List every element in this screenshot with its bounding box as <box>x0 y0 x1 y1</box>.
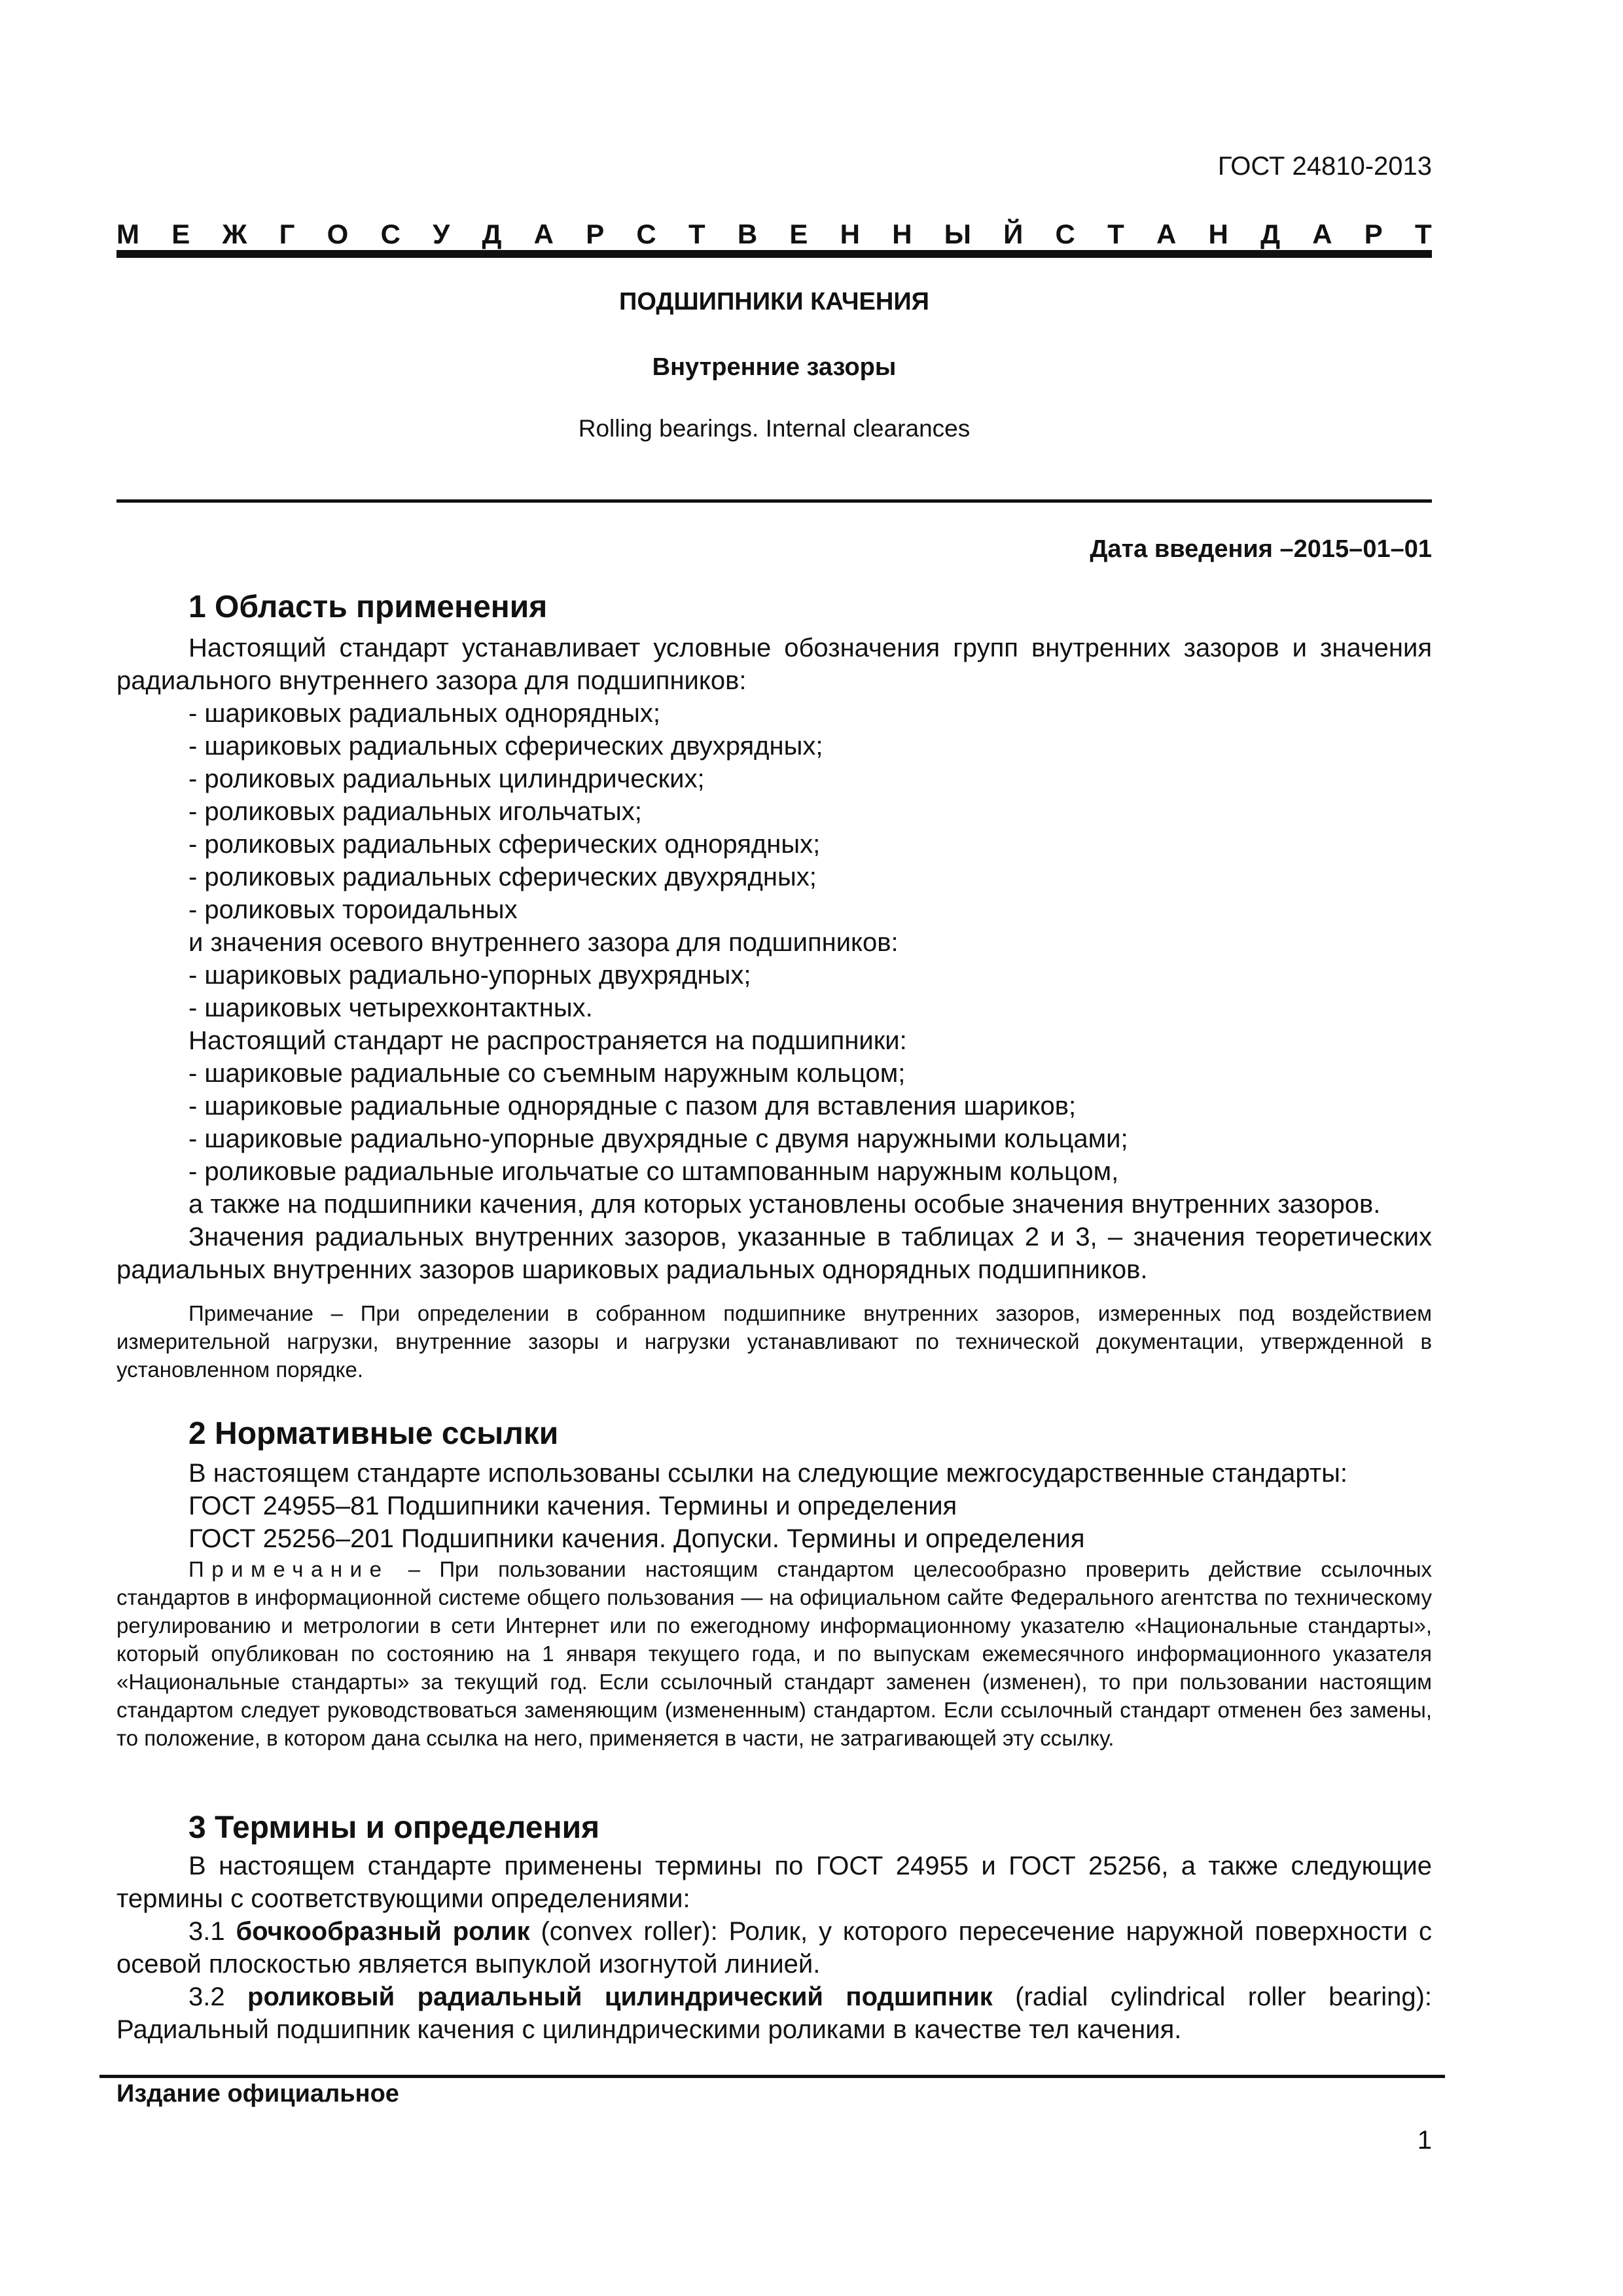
section-3-body <box>116 1850 1432 2046</box>
banner-letter: Р <box>1364 219 1383 249</box>
banner-letter: Н <box>892 219 912 249</box>
section-3-intro: В настоящем стандарте применены термины по ГОСТ 24955 и ГОСТ 25256, а также следующие термины с соответствующими определениями: <box>116 1852 1432 1913</box>
document-subtitle: Внутренние зазоры <box>652 353 897 381</box>
term-definition: (radial cylindrical roller bearing): Радиальный подшипник качения с цилиндрическими роликами в качестве тел качения. <box>116 1982 1433 2044</box>
note-paragraph <box>116 1555 1432 1752</box>
list-item: - шариковых радиально-упорных двухрядных; <box>188 961 751 990</box>
banner-letter: Е <box>789 219 808 249</box>
banner-letter: Н <box>840 219 860 249</box>
note-body: – При пользовании настоящим стандартом целесообразно проверить действие ссылочных стандартов в информационной системе общего пользования — на официальном сайте Федерального агентства по техническому регулированию и метрологии в сети Интернет или по ежегодному информационному указателю «Национальные стандарты», который опубликован по состоянию на 1 января текущего года, и по выпускам ежемесячного информационного указателя «Национальные стандарты» за текущий год. Если ссылочный стандарт заменен (изменен), то при пользовании настоящим стандартом следует руководствоваться заменяющим (измененным) стандартом. Если ссылочный стандарт отменен без замены, то положение, в котором дана ссылка на него, применяется в части, не затрагивающей эту ссылку. <box>116 1557 1432 1750</box>
document-title: ПОДШИПНИКИ КАЧЕНИЯ <box>619 288 929 315</box>
term-3-1 <box>116 1915 1432 1981</box>
reference-item: ГОСТ 25256–201 Подшипники качения. Допуски. Термины и определения <box>188 1524 1085 1553</box>
banner-letter: А <box>1312 219 1332 249</box>
list-item: - шариковые радиально-упорные двухрядные с двумя наружными кольцами; <box>188 1124 1128 1153</box>
section-1-intro: Настоящий стандарт устанавливает условные обозначения групп внутренних зазоров и значения радиального внутреннего зазора для подшипников: <box>116 634 1432 695</box>
banner-letter: С <box>380 219 401 249</box>
title-rule <box>116 499 1432 503</box>
banner-letter: М <box>116 219 139 249</box>
section-2-heading: 2 Нормативные ссылки <box>188 1416 559 1451</box>
section-2-body <box>116 1457 1432 1555</box>
banner-letter: Ж <box>222 219 247 249</box>
term-name: роликовый радиальный цилиндрический подшипник <box>247 1982 993 2011</box>
values-text: Значения радиальных внутренних зазоров, указанные в таблицах 2 и 3, – значения теоретических радиальных внутренних зазоров шариковых радиальных однорядных подшипников. <box>116 1223 1432 1284</box>
page-number: 1 <box>1417 2126 1432 2155</box>
banner-letter: О <box>327 219 349 249</box>
section-2-intro: В настоящем стандарте использованы ссылки на следующие межгосударственные стандарты: <box>188 1459 1347 1488</box>
banner-letter: Т <box>1107 219 1124 249</box>
term-name: бочкообразный ролик <box>236 1917 530 1946</box>
list-item: - роликовых радиальных сферических двухрядных; <box>188 863 817 891</box>
banner-letter: Т <box>688 219 705 249</box>
banner-letter: А <box>1156 219 1177 249</box>
banner-letter: У <box>433 219 450 249</box>
term-definition: (convex roller): Ролик, у которого пересечение наружной поверхности с осевой плоскостью является выпуклой изогнутой линией. <box>116 1917 1432 1979</box>
document-code: ГОСТ 24810-2013 <box>1217 152 1432 181</box>
banner-letter: С <box>636 219 656 249</box>
section-1-heading: 1 Область применения <box>188 590 548 624</box>
term-number: 3.1 <box>188 1917 225 1946</box>
list-item: - роликовые радиальные игольчатые со штампованным наружным кольцом, <box>188 1157 1119 1186</box>
section-2-note <box>116 1555 1432 1752</box>
list-item: - шариковые радиальные однорядные с пазом для вставления шариков; <box>188 1092 1077 1121</box>
banner-letter: Е <box>171 219 190 249</box>
note-paragraph: Примечание – При определении в собранном подшипнике внутренних зазоров, измеренных под воздействием измерительной нагрузки, внутренние зазоры и нагрузки устанавливают по технической документации, утвержденной в установленном порядке. <box>116 1301 1432 1382</box>
banner-letter: Ы <box>944 219 971 249</box>
header-rule <box>116 250 1432 258</box>
term-number: 3.2 <box>188 1982 225 2011</box>
list-item: - шариковых радиальных однорядных; <box>188 699 661 728</box>
exclusion-intro: Настоящий стандарт не распространяется на подшипники: <box>188 1026 907 1055</box>
banner-letter: С <box>1055 219 1075 249</box>
official-edition-label: Издание официальное <box>116 2080 399 2108</box>
banner-letter: Н <box>1208 219 1228 249</box>
banner-letter: Д <box>482 219 502 249</box>
term-3-2 <box>116 1981 1432 2046</box>
list-item: - роликовых радиальных игольчатых; <box>188 797 642 826</box>
list-item: - шариковых радиальных сферических двухрядных; <box>188 732 823 761</box>
banner-letter: А <box>533 219 554 249</box>
document-title-english: Rolling bearings. Internal clearances <box>578 415 971 442</box>
banner-letter: Р <box>586 219 605 249</box>
also-text: а также на подшипники качения, для которых установлены особые значения внутренних зазоров. <box>188 1190 1381 1219</box>
axial-intro: и значения осевого внутреннего зазора для подшипников: <box>188 928 899 957</box>
section-3-heading: 3 Термины и определения <box>188 1810 600 1845</box>
list-item: - роликовых радиальных сферических однорядных; <box>188 830 821 859</box>
banner-letter: Т <box>1415 219 1432 249</box>
banner-letter: Й <box>1003 219 1024 249</box>
interstate-standard-banner <box>116 211 1432 250</box>
reference-item: ГОСТ 24955–81 Подшипники качения. Термины и определения <box>188 1492 957 1520</box>
banner-letter: Д <box>1260 219 1281 249</box>
list-item: - роликовых радиальных цилиндрических; <box>188 764 705 793</box>
list-item: - роликовых тороидальных <box>188 895 518 924</box>
introduction-date: Дата введения –2015–01–01 <box>1090 535 1432 563</box>
list-item: - шариковых четырехконтактных. <box>188 994 593 1022</box>
footer-rule <box>99 2075 1445 2078</box>
section-1-body <box>116 632 1432 1286</box>
banner-letter: Г <box>279 219 295 249</box>
note-label: Примечание <box>188 1557 389 1581</box>
list-item: - шариковые радиальные со съемным наружным кольцом; <box>188 1059 906 1088</box>
banner-letter: В <box>737 219 758 249</box>
section-1-note <box>116 1299 1432 1384</box>
